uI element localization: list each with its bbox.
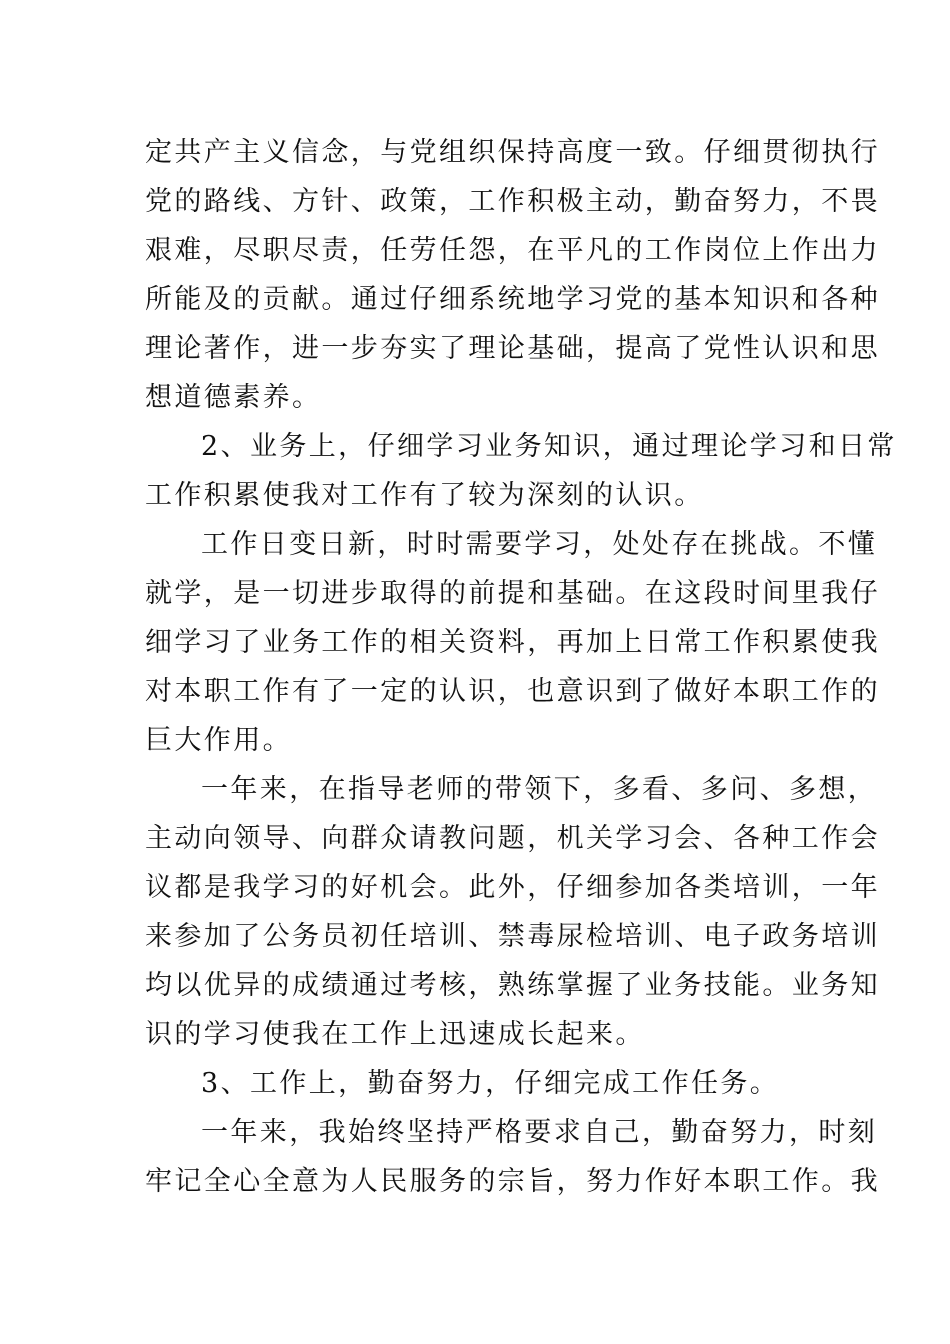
text-line: 艰难，尽职尽责，任劳任怨，在平凡的工作岗位上作出力 [145,235,880,266]
text-line: 一年来，我始终坚持严格要求自己，勤奋努力，时刻 [201,1117,878,1148]
text-line: 一年来，在指导老师的带领下，多看、多问、多想， [201,774,878,805]
text-line: 主动向领导、向群众请教问题，机关学习会、各种工作会 [145,823,880,854]
paragraph-training [145,765,880,1059]
text-line: 均以优异的成绩通过考核，熟练掌握了业务技能。业务知 [145,970,880,1001]
text-line: 细学习了业务工作的相关资料，再加上日常工作积累使我 [145,627,880,658]
text-line: 工作日变日新，时时需要学习，处处存在挑战。不懂 [201,529,878,560]
text-line: 工作积累使我对工作有了较为深刻的认识。 [145,480,704,511]
text-line: 定共产主义信念，与党组织保持高度一致。仔细贯彻执行 [145,137,880,168]
text-line: 就学，是一切进步取得的前提和基础。在这段时间里我仔 [145,578,880,609]
paragraph-business-heading [145,422,897,520]
paragraph-daily-learning [145,520,880,765]
paragraph-work-attitude [145,1108,880,1206]
text-line: 来参加了公务员初任培训、禁毒尿检培训、电子政务培训 [145,921,880,952]
text-line: 理论著作，进一步夯实了理论基础，提高了党性认识和思 [145,333,880,364]
text-line: 想道德素养。 [145,382,322,413]
text-line: 2、业务上，仔细学习业务知识，通过理论学习和日常 [201,431,897,462]
text-line: 3、工作上，勤奋努力，仔细完成工作任务。 [201,1068,780,1099]
text-line: 所能及的贡献。通过仔细系统地学习党的基本知识和各种 [145,284,880,315]
paragraph-party-beliefs [145,128,880,422]
document-body [145,128,897,1206]
paragraph-work-heading [145,1059,810,1108]
text-line: 巨大作用。 [145,725,292,756]
text-line: 识的学习使我在工作上迅速成长起来。 [145,1019,645,1050]
text-line: 对本职工作有了一定的认识，也意识到了做好本职工作的 [145,676,880,707]
text-line: 议都是我学习的好机会。此外，仔细参加各类培训，一年 [145,872,880,903]
text-line: 牢记全心全意为人民服务的宗旨，努力作好本职工作。我 [145,1166,880,1197]
text-line: 党的路线、方针、政策，工作积极主动，勤奋努力，不畏 [145,186,880,217]
